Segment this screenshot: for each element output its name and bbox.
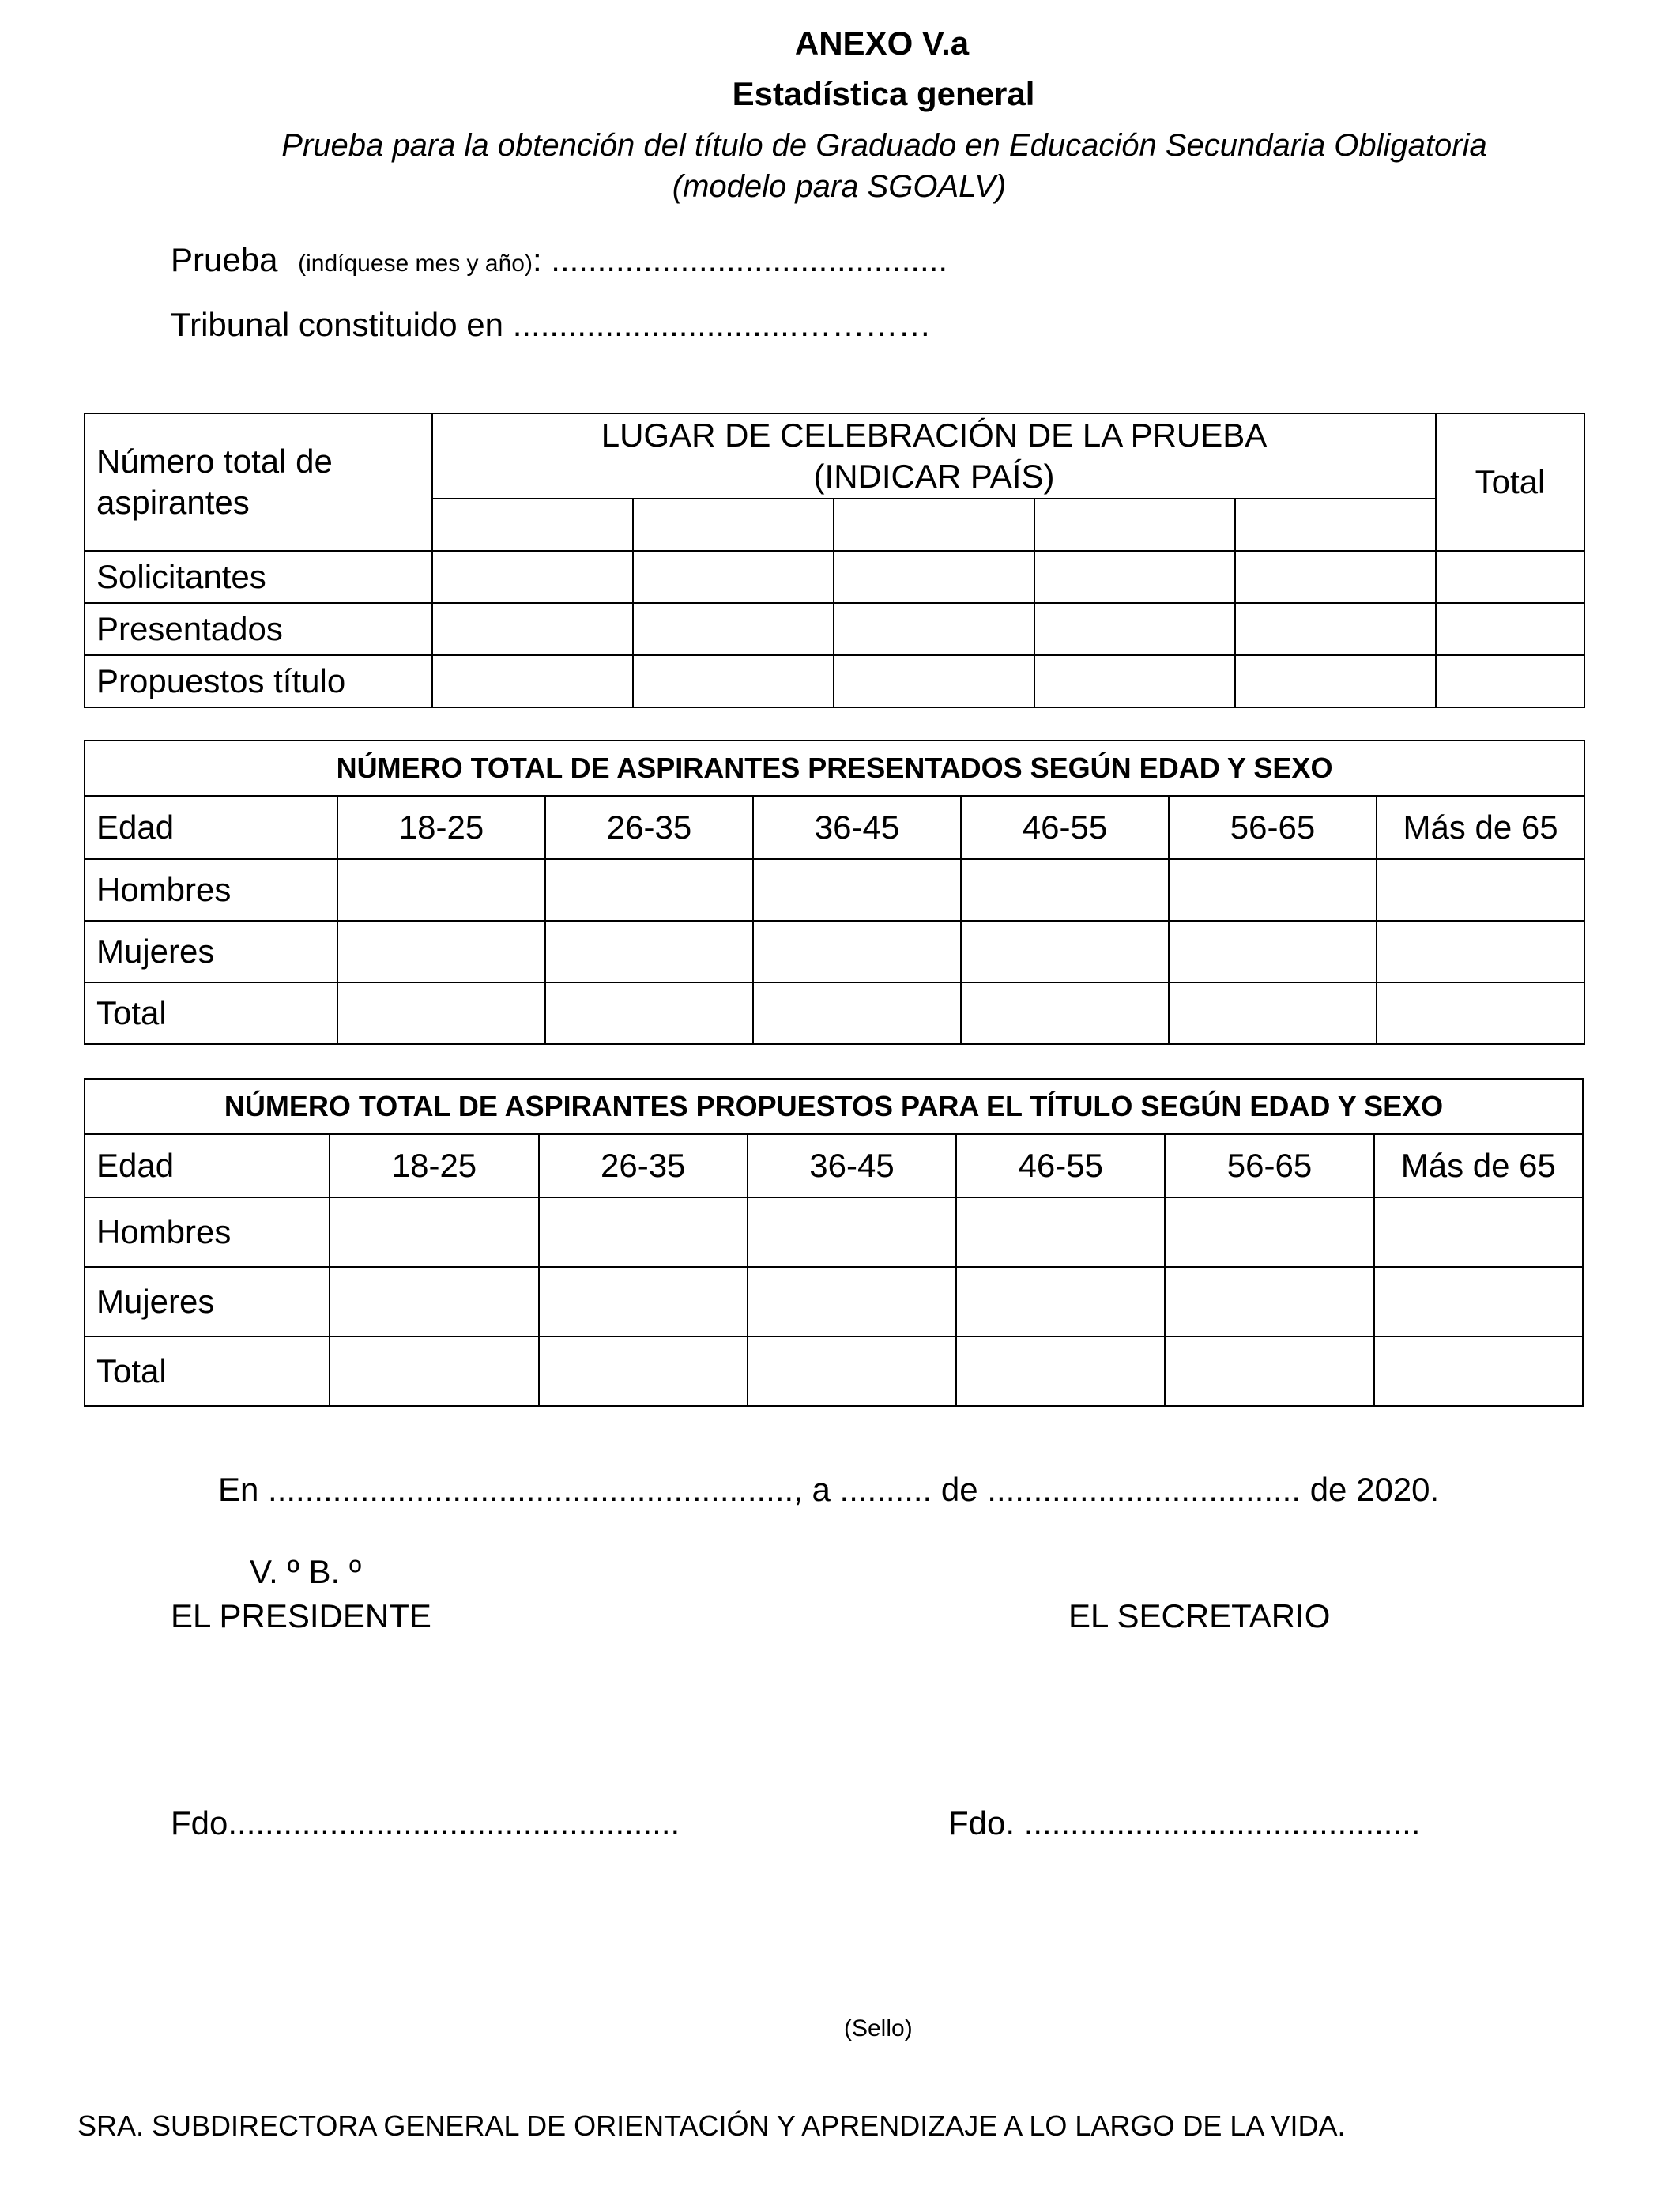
- table-row: [85, 982, 1584, 1044]
- cell-input[interactable]: [1377, 859, 1584, 921]
- cell-input[interactable]: [432, 655, 633, 707]
- propuestos-title: NÚMERO TOTAL DE ASPIRANTES PROPUESTOS PARA EL TÍTULO SEGÚN EDAD Y SEXO: [85, 1079, 1583, 1134]
- cell-input[interactable]: [633, 551, 834, 603]
- cell-input[interactable]: [545, 982, 753, 1044]
- cell-input[interactable]: [1169, 921, 1377, 982]
- cell-input[interactable]: [432, 603, 633, 655]
- cell-input[interactable]: [1374, 1197, 1583, 1267]
- cell-input[interactable]: [545, 921, 753, 982]
- row-label: Mujeres: [85, 921, 337, 982]
- cell-input[interactable]: [961, 982, 1169, 1044]
- age-range: 18-25: [330, 1134, 538, 1197]
- country-input[interactable]: [633, 499, 834, 551]
- annex-title: ANEXO V.a: [794, 25, 970, 62]
- cell-input[interactable]: [539, 1336, 748, 1406]
- tribunal-input[interactable]: ...............................…………: [512, 306, 932, 343]
- cell-input[interactable]: [633, 655, 834, 707]
- cell-input[interactable]: [956, 1197, 1165, 1267]
- cell-input[interactable]: [1169, 859, 1377, 921]
- prueba-label: Prueba: [171, 241, 278, 278]
- subtitle-line1: Prueba para la obtención del título de Graduado en Educación Secundaria Obligatoria: [281, 128, 1487, 163]
- table-row: [85, 551, 1584, 603]
- row-label: Propuestos título: [85, 655, 432, 707]
- document-title: Estadística general: [732, 75, 1035, 112]
- cell-input[interactable]: [1374, 1267, 1583, 1336]
- cell-input[interactable]: [330, 1267, 538, 1336]
- tribunal-label: Tribunal constituido en: [171, 306, 504, 343]
- age-range: 56-65: [1169, 796, 1377, 859]
- total-header: Total: [1436, 413, 1584, 551]
- cell-input[interactable]: [1235, 655, 1436, 707]
- cell-input[interactable]: [961, 859, 1169, 921]
- age-label: Edad: [85, 796, 337, 859]
- row-label: Total: [85, 1336, 330, 1406]
- age-range: 26-35: [545, 796, 753, 859]
- cell-input[interactable]: [748, 1336, 956, 1406]
- age-range: Más de 65: [1374, 1134, 1583, 1197]
- cell-input[interactable]: [961, 921, 1169, 982]
- cell-input[interactable]: [753, 982, 961, 1044]
- age-range: 46-55: [956, 1134, 1165, 1197]
- cell-input[interactable]: [1374, 1336, 1583, 1406]
- subtitle-line2: (modelo para SGOALV): [672, 169, 1007, 204]
- cell-input[interactable]: [753, 921, 961, 982]
- lugar-header: LUGAR DE CELEBRACIÓN DE LA PRUEBA (INDICAR PAÍS): [432, 413, 1436, 499]
- row-label: Mujeres: [85, 1267, 330, 1336]
- cell-input[interactable]: [539, 1267, 748, 1336]
- cell-input[interactable]: [1034, 551, 1235, 603]
- total-input[interactable]: [1436, 655, 1584, 707]
- prueba-colon: :: [532, 241, 542, 278]
- row-label: Solicitantes: [85, 551, 432, 603]
- table-row: [85, 655, 1584, 707]
- cell-input[interactable]: [1165, 1197, 1373, 1267]
- cell-input[interactable]: [337, 859, 545, 921]
- vobo-label: V. º B. º: [250, 1553, 362, 1590]
- age-range: 56-65: [1165, 1134, 1373, 1197]
- country-input[interactable]: [1235, 499, 1436, 551]
- age-range: 26-35: [539, 1134, 748, 1197]
- table-row: [85, 1336, 1583, 1406]
- cell-input[interactable]: [753, 859, 961, 921]
- prueba-input[interactable]: ...........................................: [551, 241, 948, 278]
- cell-input[interactable]: [834, 655, 1034, 707]
- row-label: Total: [85, 982, 337, 1044]
- presentados-table: [84, 740, 1585, 1045]
- cell-input[interactable]: [432, 551, 633, 603]
- table-row: [85, 603, 1584, 655]
- president-signature[interactable]: Fdo.................................................: [171, 1804, 680, 1842]
- age-header-row: [85, 1134, 1583, 1197]
- country-input[interactable]: [1034, 499, 1235, 551]
- row-label: Hombres: [85, 1197, 330, 1267]
- seal-label: (Sello): [844, 2015, 913, 2041]
- propuestos-table: [84, 1078, 1584, 1407]
- cell-input[interactable]: [337, 982, 545, 1044]
- cell-input[interactable]: [1034, 603, 1235, 655]
- cell-input[interactable]: [1034, 655, 1235, 707]
- age-header-row: [85, 796, 1584, 859]
- cell-input[interactable]: [1377, 921, 1584, 982]
- cell-input[interactable]: [1377, 982, 1584, 1044]
- table-row: [85, 1267, 1583, 1336]
- cell-input[interactable]: [1235, 603, 1436, 655]
- cell-input[interactable]: [1165, 1267, 1373, 1336]
- total-input[interactable]: [1436, 603, 1584, 655]
- secretary-label: EL SECRETARIO: [1068, 1597, 1331, 1634]
- age-label: Edad: [85, 1134, 330, 1197]
- age-range: 36-45: [748, 1134, 956, 1197]
- table-row: [85, 921, 1584, 982]
- table-row: [85, 1197, 1583, 1267]
- cell-input[interactable]: [748, 1267, 956, 1336]
- country-input[interactable]: [834, 499, 1034, 551]
- cell-input[interactable]: [337, 921, 545, 982]
- cell-input[interactable]: [956, 1267, 1165, 1336]
- cell-input[interactable]: [633, 603, 834, 655]
- prueba-hint: (indíquese mes y año): [298, 251, 533, 277]
- age-range: 18-25: [337, 796, 545, 859]
- table-row: [85, 859, 1584, 921]
- presentados-title: NÚMERO TOTAL DE ASPIRANTES PRESENTADOS SEGÚN EDAD Y SEXO: [85, 741, 1584, 796]
- total-input[interactable]: [1436, 551, 1584, 603]
- cell-input[interactable]: [956, 1336, 1165, 1406]
- row-label: Presentados: [85, 603, 432, 655]
- president-label: EL PRESIDENTE: [171, 1597, 431, 1634]
- cell-input[interactable]: [748, 1197, 956, 1267]
- date-line[interactable]: En ........................................................., a .......... de .................................. de 2020.: [218, 1471, 1440, 1508]
- recipient-line: SRA. SUBDIRECTORA GENERAL DE ORIENTACIÓN Y APRENDIZAJE A LO LARGO DE LA VIDA.: [77, 2109, 1346, 2142]
- country-input[interactable]: [432, 499, 633, 551]
- prueba-line: [171, 243, 947, 277]
- cell-input[interactable]: [539, 1197, 748, 1267]
- age-range: Más de 65: [1377, 796, 1584, 859]
- tribunal-line: [171, 308, 931, 341]
- lugar-table: [84, 413, 1585, 708]
- cell-input[interactable]: [1235, 551, 1436, 603]
- cell-input[interactable]: [1165, 1336, 1373, 1406]
- corner-label: Número total de aspirantes: [85, 413, 432, 551]
- cell-input[interactable]: [834, 603, 1034, 655]
- cell-input[interactable]: [330, 1197, 538, 1267]
- age-range: 36-45: [753, 796, 961, 859]
- cell-input[interactable]: [1169, 982, 1377, 1044]
- age-range: 46-55: [961, 796, 1169, 859]
- cell-input[interactable]: [545, 859, 753, 921]
- secretary-signature[interactable]: Fdo. ...........................................: [948, 1804, 1421, 1842]
- row-label: Hombres: [85, 859, 337, 921]
- cell-input[interactable]: [330, 1336, 538, 1406]
- cell-input[interactable]: [834, 551, 1034, 603]
